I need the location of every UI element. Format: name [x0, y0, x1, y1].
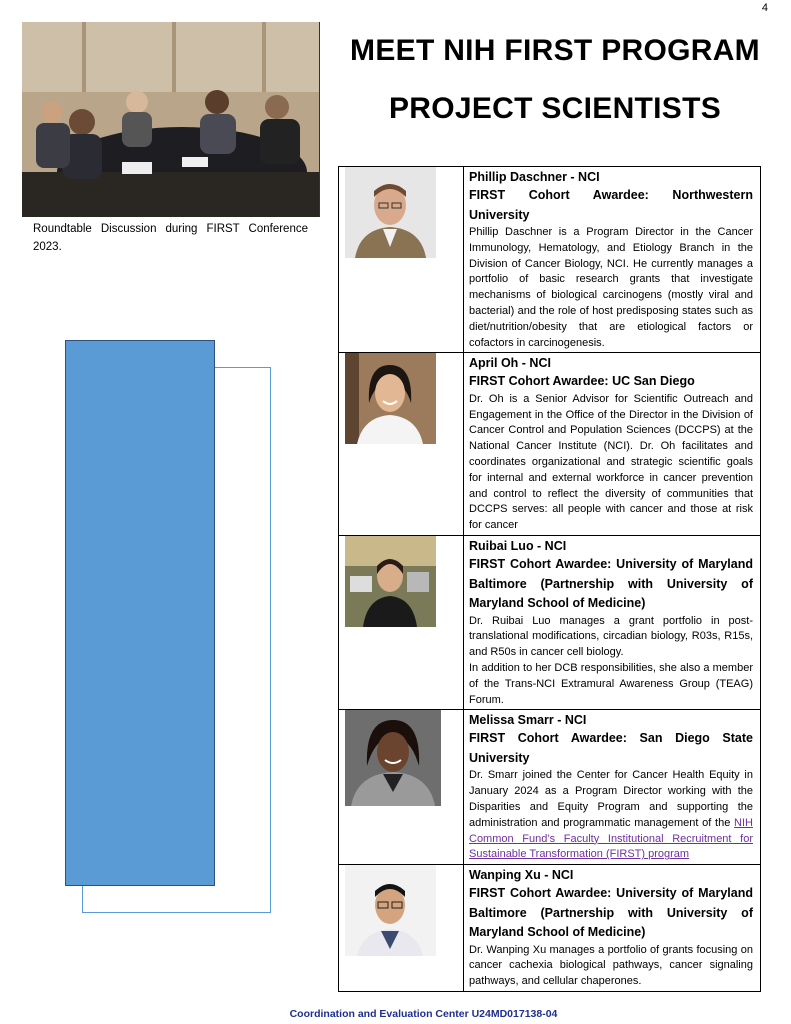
decorative-box-filled: [65, 340, 215, 886]
scientist-awardee: FIRST Cohort Awardee: University of Maryland Baltimore (Partnership with University of Maryland School of Medicine): [469, 557, 753, 611]
scientist-bio: Dr. Oh is a Senior Advisor for Scientific Outreach and Engagement in the Office of the Director in the Division of Cancer Control and Population Sciences (DCCPS) at the National Cancer Institute (NCI). Dr. Oh facilitates and coordinates organizational and strategic scientific goals for internal and external workforce in cancer prevention and control to reflect the diversity of communities that DCCPS serves: all people with cancer and those at risk for cancer: [469, 392, 753, 532]
scientist-awardee: FIRST Cohort Awardee: San Diego State University: [469, 731, 753, 765]
portrait-photo: [345, 167, 436, 258]
title-line-1: MEET NIH FIRST PROGRAM: [350, 34, 760, 67]
scientist-row: [339, 865, 761, 992]
scientist-awardee: FIRST Cohort Awardee: University of Maryland Baltimore (Partnership with University of Maryland School of Medicine): [469, 886, 753, 940]
scientist-bio-text: Dr. Smarr joined the Center for Cancer Health Equity in January 2024 as a Program Director working with the Disparities and Equity Program and supporting the administration and programmatic management of the: [469, 769, 753, 829]
scientist-bio: Dr. Wanping Xu manages a portfolio of grants focusing on cancer cachexia biological pathways, cancer signaling pathways, and cellular chaperones.: [469, 943, 753, 988]
scientist-name: April Oh - NCI: [469, 356, 551, 371]
scientist-name: Phillip Daschner - NCI: [469, 170, 600, 184]
scientist-row: [339, 536, 761, 710]
title-line-2: PROJECT SCIENTISTS: [388, 92, 722, 125]
scientist-name: Melissa Smarr - NCI: [469, 713, 587, 728]
photo-caption: Roundtable Discussion during FIRST Conference 2023.: [33, 223, 308, 253]
scientist-bio-extra: In addition to her DCB responsibilities, she also a member of the Trans-NCI Extramural Awareness Group (TEAG) Forum.: [469, 661, 753, 706]
portrait-photo: [345, 710, 441, 806]
scientist-name: Wanping Xu - NCI: [469, 868, 574, 883]
portrait-photo: [345, 353, 436, 444]
scientist-awardee: FIRST Cohort Awardee: Northwestern University: [469, 188, 753, 222]
portrait-photo: [345, 536, 436, 627]
scientists-table: [338, 166, 761, 992]
scientist-bio: [469, 768, 753, 863]
portrait-photo: [345, 865, 436, 956]
scientist-bio: Dr. Ruibai Luo manages a grant portfolio in post-translational modifications, circadian biology, R03s, R15s, and R50s in cancer cell biology.: [469, 614, 753, 659]
page-title: [335, 22, 775, 138]
scientist-name: Ruibai Luo - NCI: [469, 539, 567, 554]
first-program-link[interactable]: NIH Common Fund’s Faculty Institutional Recruitment for Sustainable Transformation (FIRST) program: [469, 816, 753, 861]
scientist-row: [339, 167, 761, 353]
scientist-awardee: FIRST Cohort Awardee: UC San Diego: [469, 374, 695, 389]
conference-photo: [22, 22, 320, 217]
page-number: 4: [761, 2, 768, 14]
footer-text: Coordination and Evaluation Center U24MD017138-04: [289, 1008, 558, 1020]
scientist-row: [339, 710, 761, 865]
scientist-row: [339, 353, 761, 536]
scientist-bio: Phillip Daschner is a Program Director in the Cancer Immunology, Hematology, and Etiology Branch in the Division of Cancer Biology, NCI. He currently manages a portfolio of basic research grants that investigate mechanisms of biological carcinogens (mostly viral and bacterial) and the role of host predisposing states such as diet/nutrition/obesity that are etiological factors or cofactors in carcinogenesis.: [469, 226, 753, 349]
